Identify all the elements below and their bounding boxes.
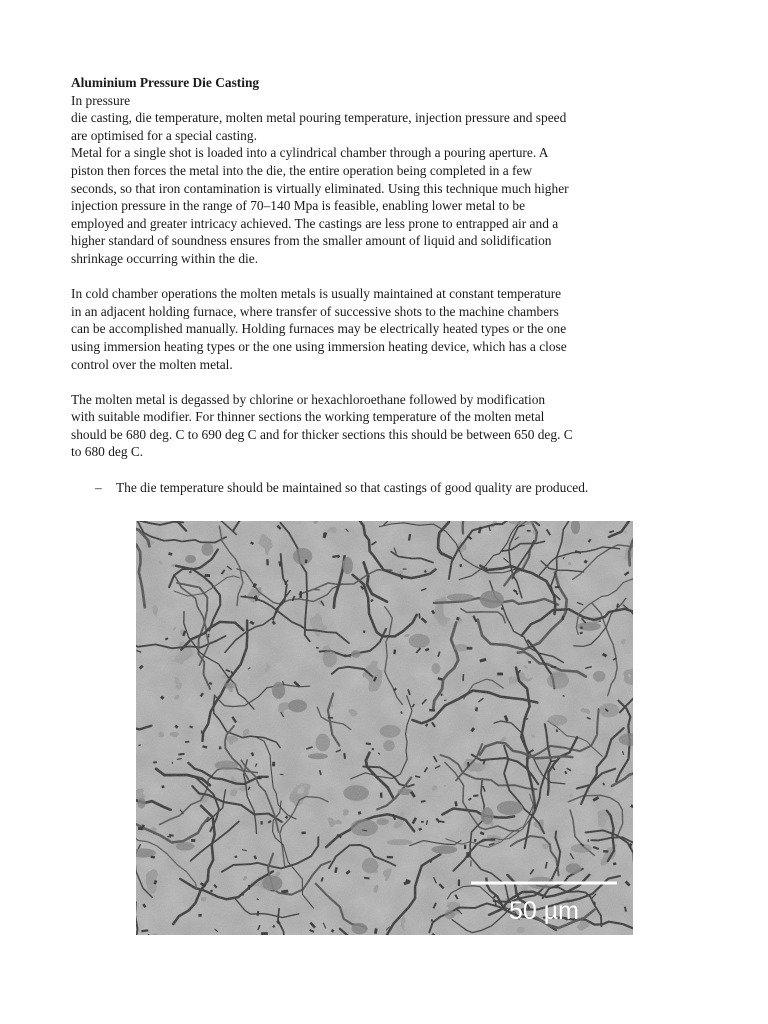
text-line: can be accomplished manually. Holding furnaces may be electrically heated types or the one [71, 321, 567, 337]
text-line: employed and greater intricacy achieved. The castings are less prone to entrapped air and a [71, 215, 559, 231]
text-line: higher standard of soundness ensures from the smaller amount of liquid and solidification [71, 233, 552, 249]
paragraph-cold-chamber [71, 285, 671, 373]
document-body [71, 74, 671, 495]
text-line: piston then forces the metal into the die, the entire operation being completed in a few [71, 162, 533, 178]
bullet-text: The die temperature should be maintained so that castings of good quality are produced. [116, 479, 589, 495]
text-line: seconds, so that iron contamination is virtually eliminated. Using this technique much higher [71, 180, 569, 196]
micrograph-image [136, 521, 633, 935]
text-line: In cold chamber operations the molten metals is usually maintained at constant temperature [71, 286, 562, 302]
text-line: are optimised for a special casting. [71, 127, 257, 143]
scale-bar-label: 50 µm [509, 897, 579, 925]
text-line: with suitable modifier. For thinner sections the working temperature of the molten metal [71, 409, 545, 425]
bullet-dash-marker: – [95, 479, 102, 495]
text-line: Metal for a single shot is loaded into a cylindrical chamber through a pouring aperture. A [71, 145, 549, 161]
text-line: in an adjacent holding furnace, where transfer of successive shots to the machine chambers [71, 303, 559, 319]
text-line: The molten metal is degassed by chlorine or hexachloroethane followed by modification [71, 391, 546, 407]
text-line: injection pressure in the range of 70–140 Mpa is feasible, enabling lower metal to be [71, 198, 526, 214]
micrograph-noise [136, 521, 633, 935]
micrograph-figure [136, 521, 633, 935]
text-line: shrinkage occurring within the die. [71, 250, 259, 266]
text-line: die casting, die temperature, molten metal pouring temperature, injection pressure and speed [71, 110, 567, 126]
text-line: using immersion heating types or the one using immersion heating device, which has a close [71, 338, 567, 354]
text-line: control over the molten metal. [71, 356, 233, 372]
paragraph-pressure-die-casting [71, 92, 671, 268]
text-line: should be 680 deg. C to 690 deg C and for thicker sections this should be between 650 deg. C [71, 426, 573, 442]
text-line: In pressure [71, 92, 131, 108]
document-title: Aluminium Pressure Die Casting [71, 75, 260, 90]
text-line: to 680 deg C. [71, 444, 144, 460]
paragraph-degassing [71, 391, 671, 461]
